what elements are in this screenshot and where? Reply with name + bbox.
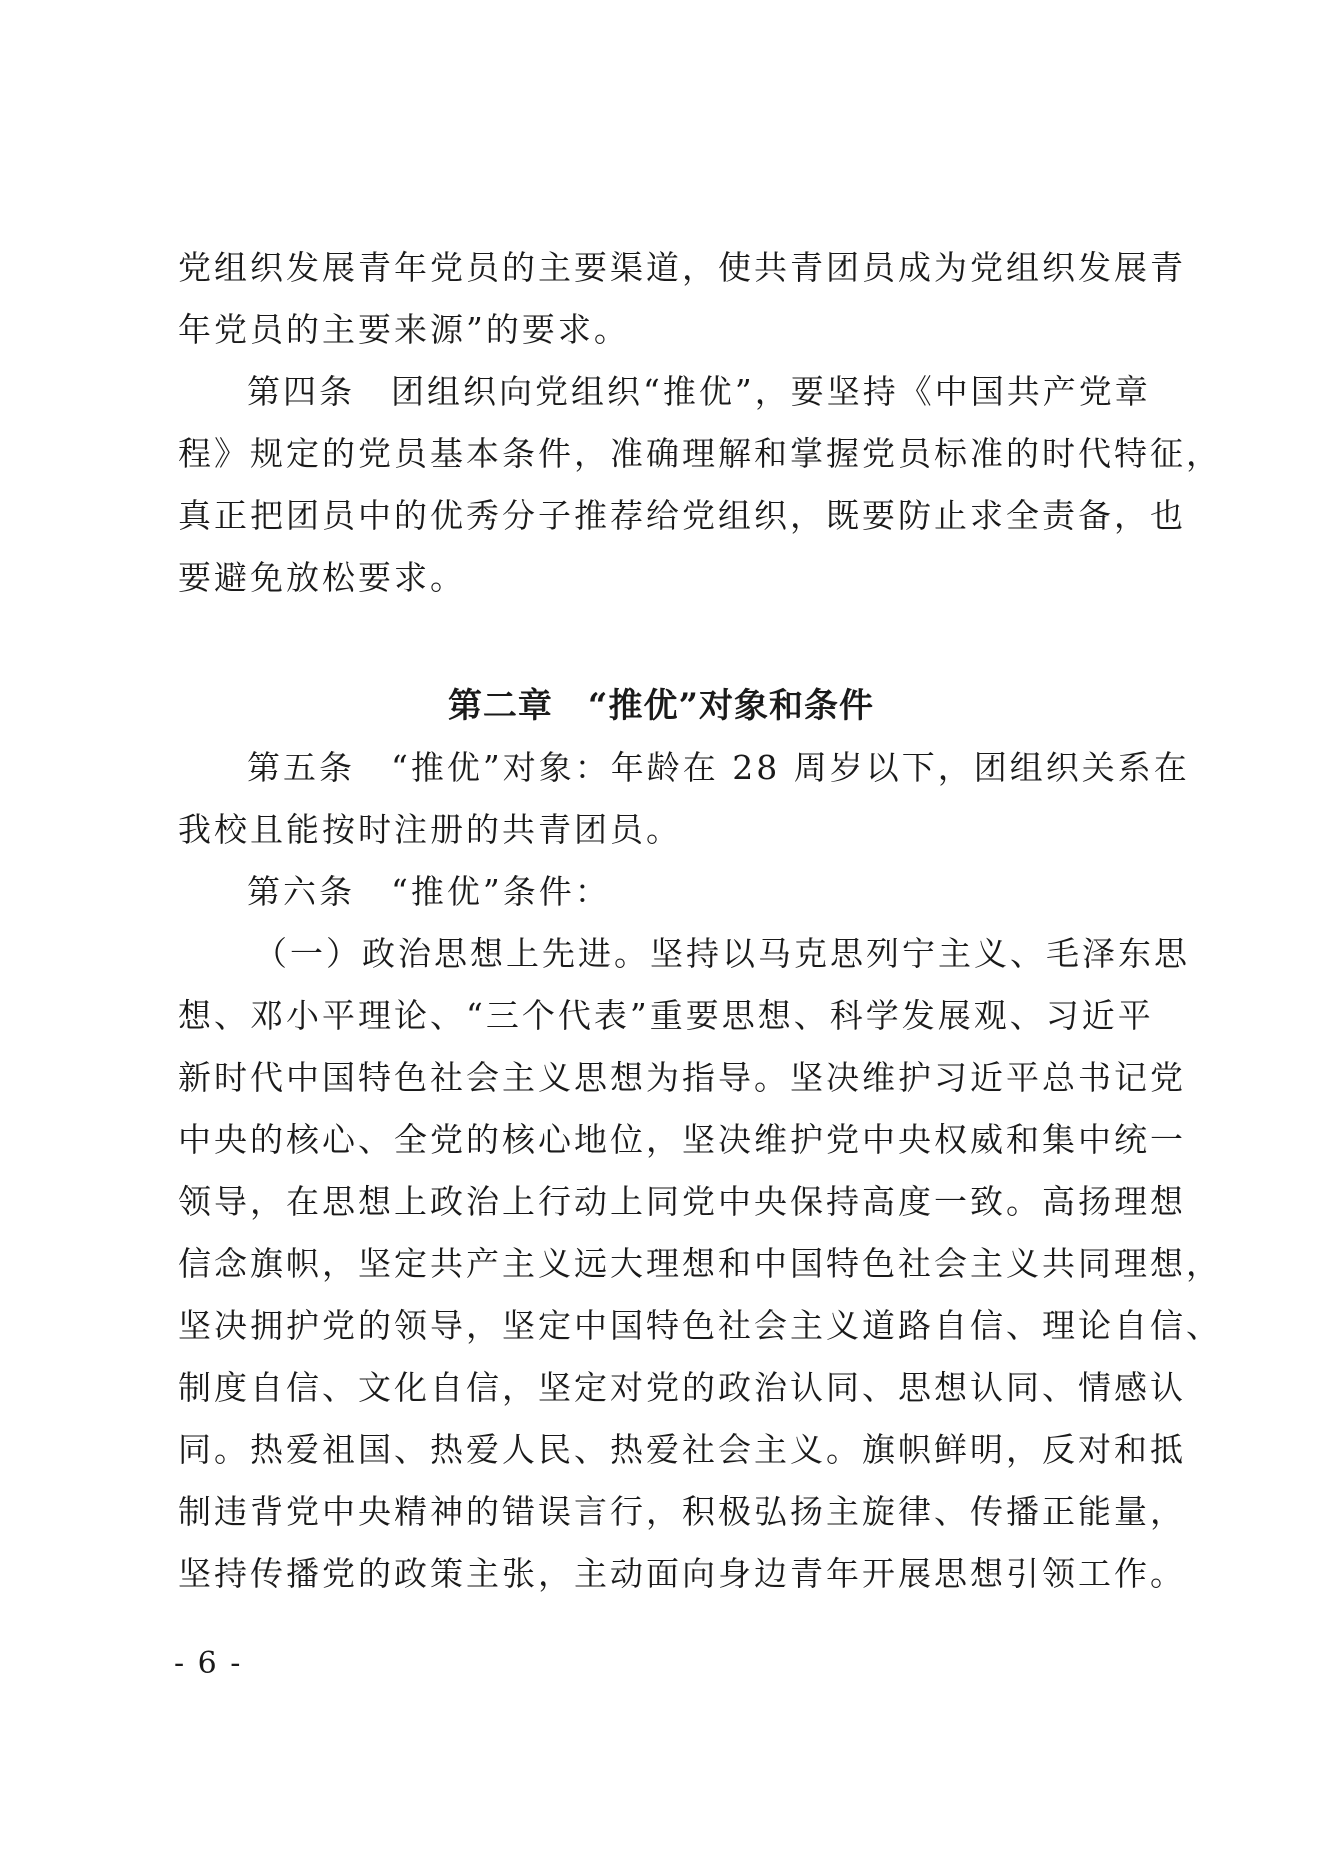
article-5-line: 第五条 “推优”对象：年龄在 28 周岁以下，团组织关系在 — [247, 748, 1190, 787]
article-4-line: 要避免放松要求。 — [178, 558, 466, 597]
item-1-line: 中央的核心、全党的核心地位，坚决维护党中央权威和集中统一 — [178, 1120, 1186, 1159]
item-1-line: 坚持传播党的政策主张，主动面向身边青年开展思想引领工作。 — [178, 1554, 1186, 1593]
article-6-title: 第六条 “推优”条件： — [247, 872, 611, 911]
page-number: - 6 - — [174, 1646, 243, 1681]
item-1-line: 同。热爱祖国、热爱人民、热爱社会主义。旗帜鲜明，反对和抵 — [178, 1430, 1186, 1469]
item-1-line: 新时代中国特色社会主义思想为指导。坚决维护习近平总书记党 — [178, 1058, 1186, 1097]
item-1-line: 想、邓小平理论、“三个代表”重要思想、科学发展观、习近平 — [178, 996, 1154, 1035]
item-1-line: 制违背党中央精神的错误言行，积极弘扬主旋律、传播正能量， — [178, 1492, 1186, 1531]
body-text-line: 年党员的主要来源”的要求。 — [178, 310, 630, 349]
article-4-line: 程》规定的党员基本条件，准确理解和掌握党员标准的时代特征， — [178, 434, 1222, 473]
article-4-line: 第四条 团组织向党组织“推优”，要坚持《中国共产党章 — [247, 372, 1151, 411]
article-5-line: 我校且能按时注册的共青团员。 — [178, 810, 682, 849]
item-1-line: （一）政治思想上先进。坚持以马克思列宁主义、毛泽东思 — [254, 934, 1190, 973]
chapter-heading: 第二章 “推优”对象和条件 — [447, 686, 875, 726]
item-1-line: 信念旗帜，坚定共产主义远大理想和中国特色社会主义共同理想， — [178, 1244, 1222, 1283]
item-1-line: 领导，在思想上政治上行动上同党中央保持高度一致。高扬理想 — [178, 1182, 1186, 1221]
body-text-line: 党组织发展青年党员的主要渠道，使共青团员成为党组织发展青 — [178, 248, 1186, 287]
article-4-line: 真正把团员中的优秀分子推荐给党组织，既要防止求全责备，也 — [178, 496, 1186, 535]
item-1-line: 坚决拥护党的领导，坚定中国特色社会主义道路自信、理论自信、 — [178, 1306, 1222, 1345]
item-1-line: 制度自信、文化自信，坚定对党的政治认同、思想认同、情感认 — [178, 1368, 1186, 1407]
